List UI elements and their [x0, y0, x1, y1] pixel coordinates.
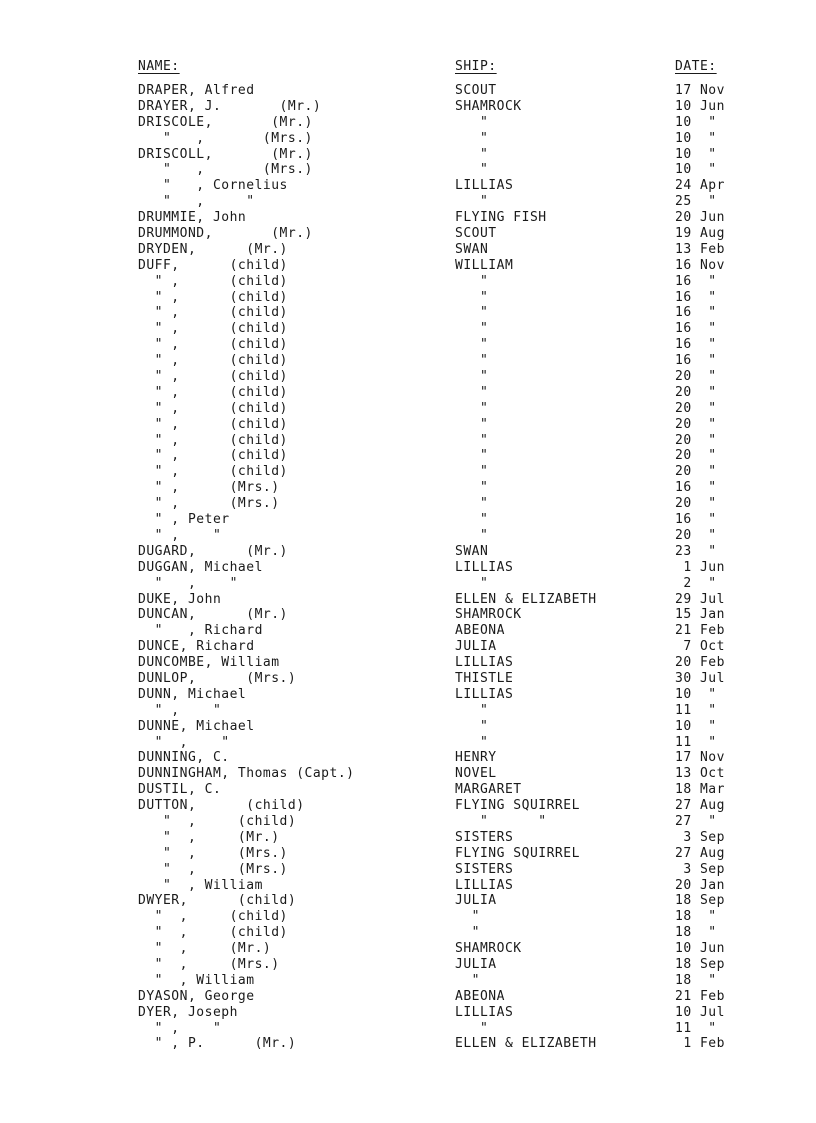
cell-name: " , (Mrs.) — [138, 130, 313, 146]
cell-name: DUNLOP, (Mrs.) — [138, 670, 297, 686]
cell-date: 16 " — [675, 353, 717, 369]
cell-name: " , Richard — [138, 623, 263, 639]
cell-ship: " — [455, 273, 489, 289]
cell-date: 15 Jan — [675, 607, 725, 623]
cell-date: 16 " — [675, 337, 717, 353]
cell-date: 27 Aug — [675, 845, 725, 861]
cell-name: " , (Mrs.) — [138, 956, 280, 972]
table-row — [0, 337, 816, 353]
cell-ship: ABEONA — [455, 623, 505, 639]
cell-ship: SHAMROCK — [455, 607, 522, 623]
table-row — [0, 687, 816, 703]
table-row — [0, 639, 816, 655]
table-row — [0, 973, 816, 989]
cell-name: DUNNE, Michael — [138, 718, 255, 734]
cell-ship: " — [455, 337, 489, 353]
table-row — [0, 1021, 816, 1037]
cell-ship: HENRY — [455, 750, 497, 766]
table-row — [0, 655, 816, 671]
table-row — [0, 766, 816, 782]
cell-date: 1 Feb — [675, 1036, 725, 1052]
table-row — [0, 162, 816, 178]
cell-ship: JULIA — [455, 639, 497, 655]
cell-name: DUSTIL, C. — [138, 782, 222, 798]
table-row — [0, 957, 816, 973]
table-row — [0, 1036, 816, 1052]
table-row — [0, 210, 816, 226]
cell-date: 16 " — [675, 512, 717, 528]
cell-date: 29 Jul — [675, 591, 725, 607]
table-row — [0, 814, 816, 830]
cell-date: 18 " — [675, 925, 717, 941]
table-row — [0, 178, 816, 194]
cell-name: DUGARD, (Mr.) — [138, 543, 288, 559]
cell-ship: ELLEN & ELIZABETH — [455, 591, 597, 607]
table-row — [0, 496, 816, 512]
cell-name: " , " — [138, 194, 255, 210]
cell-date: 16 Nov — [675, 257, 725, 273]
cell-date: 16 " — [675, 480, 717, 496]
cell-date: 18 Sep — [675, 956, 725, 972]
table-row — [0, 671, 816, 687]
table-row — [0, 194, 816, 210]
cell-name: " , William — [138, 877, 263, 893]
table-row — [0, 274, 816, 290]
cell-name: " , (child) — [138, 925, 288, 941]
table-row — [0, 448, 816, 464]
cell-date: 24 Apr — [675, 178, 725, 194]
cell-ship: " — [455, 416, 489, 432]
table-row — [0, 290, 816, 306]
cell-name: DUNCOMBE, William — [138, 655, 280, 671]
cell-name: " , " — [138, 527, 222, 543]
table-row — [0, 512, 816, 528]
cell-name: DUNCAN, (Mr.) — [138, 607, 288, 623]
cell-date: 3 Sep — [675, 861, 725, 877]
cell-name: DRAYER, J. (Mr.) — [138, 98, 322, 114]
cell-ship: SWAN — [455, 241, 489, 257]
table-row — [0, 719, 816, 735]
cell-name: " , (Mr.) — [138, 941, 272, 957]
cell-ship: SISTERS — [455, 829, 514, 845]
cell-ship: " — [455, 464, 489, 480]
cell-ship: " — [455, 1020, 489, 1036]
cell-name: " , " — [138, 1020, 222, 1036]
cell-ship: SCOUT — [455, 83, 497, 98]
cell-ship: " — [455, 114, 489, 130]
cell-date: 27 " — [675, 813, 717, 829]
cell-date: 18 " — [675, 909, 717, 925]
cell-ship: " — [455, 146, 489, 162]
cell-name: " , (Mrs.) — [138, 845, 288, 861]
cell-ship: " — [455, 718, 489, 734]
cell-date: 16 " — [675, 321, 717, 337]
cell-ship: MARGARET — [455, 782, 522, 798]
cell-date: 23 " — [675, 543, 717, 559]
table-row — [0, 83, 816, 99]
cell-date: 16 " — [675, 273, 717, 289]
cell-name: " , " — [138, 734, 230, 750]
cell-ship: ELLEN & ELIZABETH — [455, 1036, 597, 1052]
cell-date: 10 Jul — [675, 1004, 725, 1020]
table-row — [0, 369, 816, 385]
cell-ship: " " — [455, 813, 547, 829]
cell-ship: " — [455, 575, 489, 591]
table-row — [0, 782, 816, 798]
table-row — [0, 321, 816, 337]
cell-name: DUNNINGHAM, Thomas (Capt.) — [138, 766, 355, 782]
cell-name: " , (child) — [138, 432, 288, 448]
table-row — [0, 862, 816, 878]
cell-ship: LILLIAS — [455, 178, 514, 194]
table-row — [0, 242, 816, 258]
cell-date: 20 " — [675, 496, 717, 512]
cell-ship: THISTLE — [455, 670, 514, 686]
cell-name: DUNN, Michael — [138, 686, 247, 702]
cell-ship: SISTERS — [455, 861, 514, 877]
table-row — [0, 592, 816, 608]
cell-date: 20 " — [675, 369, 717, 385]
cell-ship: " — [455, 925, 480, 941]
cell-name: DYER, Joseph — [138, 1004, 238, 1020]
cell-name: " , William — [138, 972, 255, 988]
passenger-list — [0, 83, 816, 1052]
cell-date: 20 " — [675, 527, 717, 543]
cell-date: 20 Jan — [675, 877, 725, 893]
cell-date: 10 " — [675, 130, 717, 146]
table-row — [0, 433, 816, 449]
cell-name: " , (child) — [138, 909, 288, 925]
cell-ship: " — [455, 162, 489, 178]
cell-ship: SWAN — [455, 543, 489, 559]
cell-date: 27 Aug — [675, 798, 725, 814]
cell-ship: FLYING SQUIRREL — [455, 798, 580, 814]
table-row — [0, 115, 816, 131]
table-row — [0, 909, 816, 925]
cell-name: DRYDEN, (Mr.) — [138, 241, 288, 257]
table-row — [0, 941, 816, 957]
cell-date: 11 " — [675, 734, 717, 750]
cell-date: 20 Jun — [675, 210, 725, 226]
cell-ship: LILLIAS — [455, 686, 514, 702]
cell-ship: JULIA — [455, 893, 497, 909]
cell-date: 21 Feb — [675, 623, 725, 639]
table-row — [0, 99, 816, 115]
cell-date: 13 Oct — [675, 766, 725, 782]
cell-ship: " — [455, 972, 480, 988]
cell-date: 2 " — [675, 575, 717, 591]
cell-date: 20 " — [675, 448, 717, 464]
cell-ship: " — [455, 321, 489, 337]
cell-date: 18 " — [675, 972, 717, 988]
table-row — [0, 798, 816, 814]
cell-ship: " — [455, 512, 489, 528]
cell-date: 19 Aug — [675, 226, 725, 242]
cell-ship: " — [455, 432, 489, 448]
cell-date: 10 " — [675, 114, 717, 130]
cell-ship: " — [455, 130, 489, 146]
cell-ship: FLYING SQUIRREL — [455, 845, 580, 861]
cell-ship: LILLIAS — [455, 877, 514, 893]
cell-name: " , (child) — [138, 337, 288, 353]
cell-name: DRISCOLL, (Mr.) — [138, 146, 313, 162]
cell-ship: ABEONA — [455, 988, 505, 1004]
header-ship: SHIP: — [455, 59, 497, 74]
cell-name: DUKE, John — [138, 591, 222, 607]
header-date: DATE: — [675, 59, 717, 74]
cell-ship: LILLIAS — [455, 655, 514, 671]
cell-name: " , (child) — [138, 400, 288, 416]
table-row — [0, 305, 816, 321]
cell-name: DUGGAN, Michael — [138, 559, 263, 575]
cell-ship: " — [455, 289, 489, 305]
table-row — [0, 131, 816, 147]
cell-name: DYASON, George — [138, 988, 255, 1004]
cell-date: 10 " — [675, 146, 717, 162]
cell-name: " , Peter — [138, 512, 230, 528]
cell-name: " , (child) — [138, 305, 288, 321]
cell-ship: " — [455, 448, 489, 464]
cell-date: 17 Nov — [675, 750, 725, 766]
table-row — [0, 750, 816, 766]
cell-name: " , (child) — [138, 353, 288, 369]
table-row — [0, 925, 816, 941]
cell-name: " , (Mrs.) — [138, 861, 288, 877]
cell-ship: SCOUT — [455, 226, 497, 242]
cell-date: 25 " — [675, 194, 717, 210]
table-row — [0, 147, 816, 163]
cell-name: " , (child) — [138, 416, 288, 432]
table-row — [0, 703, 816, 719]
cell-name: " , " — [138, 575, 238, 591]
cell-date: 10 Jun — [675, 98, 725, 114]
table-row — [0, 607, 816, 623]
cell-date: 30 Jul — [675, 670, 725, 686]
cell-date: 20 " — [675, 464, 717, 480]
table-row — [0, 1005, 816, 1021]
cell-date: 20 Feb — [675, 655, 725, 671]
cell-date: 18 Mar — [675, 782, 725, 798]
cell-name: DUFF, (child) — [138, 257, 288, 273]
cell-ship: " — [455, 527, 489, 543]
cell-name: DUNCE, Richard — [138, 639, 255, 655]
cell-ship: JULIA — [455, 956, 497, 972]
cell-date: 20 " — [675, 400, 717, 416]
cell-date: 20 " — [675, 384, 717, 400]
cell-name: " , (child) — [138, 273, 288, 289]
table-row — [0, 893, 816, 909]
cell-ship: LILLIAS — [455, 559, 514, 575]
table-row — [0, 353, 816, 369]
table-row — [0, 226, 816, 242]
header-name: NAME: — [138, 59, 180, 74]
table-row — [0, 989, 816, 1005]
cell-name: " , (child) — [138, 321, 288, 337]
cell-name: " , (child) — [138, 464, 288, 480]
cell-name: " , (child) — [138, 384, 288, 400]
cell-ship: " — [455, 305, 489, 321]
table-row — [0, 528, 816, 544]
cell-ship: " — [455, 194, 489, 210]
cell-date: 17 Nov — [675, 83, 725, 98]
table-row — [0, 830, 816, 846]
table-row — [0, 560, 816, 576]
cell-name: " , (Mrs.) — [138, 496, 280, 512]
table-row — [0, 576, 816, 592]
cell-ship: " — [455, 734, 489, 750]
cell-name: DUTTON, (child) — [138, 798, 305, 814]
cell-date: 10 " — [675, 162, 717, 178]
table-row — [0, 258, 816, 274]
table-row — [0, 417, 816, 433]
cell-name: DRAPER, Alfred — [138, 83, 255, 98]
cell-name: " , (Mrs.) — [138, 162, 313, 178]
cell-name: " , (Mrs.) — [138, 480, 280, 496]
cell-ship: " — [455, 496, 489, 512]
cell-ship: " — [455, 702, 489, 718]
cell-ship: FLYING FISH — [455, 210, 547, 226]
cell-name: " , (child) — [138, 448, 288, 464]
column-header-row — [0, 59, 816, 77]
cell-ship: " — [455, 400, 489, 416]
cell-date: 13 Feb — [675, 241, 725, 257]
table-row — [0, 480, 816, 496]
cell-date: 16 " — [675, 289, 717, 305]
cell-date: 21 Feb — [675, 988, 725, 1004]
table-row — [0, 385, 816, 401]
cell-name: " , (child) — [138, 813, 297, 829]
table-row — [0, 464, 816, 480]
cell-ship: WILLIAM — [455, 257, 514, 273]
cell-date: 3 Sep — [675, 829, 725, 845]
cell-date: 10 Jun — [675, 941, 725, 957]
cell-ship: NOVEL — [455, 766, 497, 782]
cell-date: 10 " — [675, 718, 717, 734]
table-row — [0, 544, 816, 560]
cell-date: 11 " — [675, 1020, 717, 1036]
cell-ship: " — [455, 369, 489, 385]
table-row — [0, 846, 816, 862]
cell-name: DRUMMOND, (Mr.) — [138, 226, 313, 242]
table-row — [0, 401, 816, 417]
cell-date: 20 " — [675, 432, 717, 448]
table-row — [0, 735, 816, 751]
cell-name: " , (child) — [138, 369, 288, 385]
cell-ship: " — [455, 384, 489, 400]
cell-name: DUNNING, C. — [138, 750, 230, 766]
cell-ship: " — [455, 909, 480, 925]
cell-date: 18 Sep — [675, 893, 725, 909]
cell-name: DWYER, (child) — [138, 893, 297, 909]
cell-name: DRISCOLE, (Mr.) — [138, 114, 313, 130]
cell-ship: LILLIAS — [455, 1004, 514, 1020]
cell-ship: SHAMROCK — [455, 98, 522, 114]
cell-name: " , " — [138, 702, 222, 718]
table-row — [0, 878, 816, 894]
cell-date: 10 " — [675, 686, 717, 702]
cell-name: DRUMMIE, John — [138, 210, 247, 226]
cell-date: 16 " — [675, 305, 717, 321]
table-row — [0, 623, 816, 639]
cell-name: " , P. (Mr.) — [138, 1036, 297, 1052]
cell-date: 11 " — [675, 702, 717, 718]
cell-ship: " — [455, 480, 489, 496]
cell-date: 20 " — [675, 416, 717, 432]
cell-ship: SHAMROCK — [455, 941, 522, 957]
cell-name: " , (child) — [138, 289, 288, 305]
cell-date: 1 Jun — [675, 559, 725, 575]
cell-name: " , (Mr.) — [138, 829, 280, 845]
cell-ship: " — [455, 353, 489, 369]
cell-date: 7 Oct — [675, 639, 725, 655]
cell-name: " , Cornelius — [138, 178, 288, 194]
